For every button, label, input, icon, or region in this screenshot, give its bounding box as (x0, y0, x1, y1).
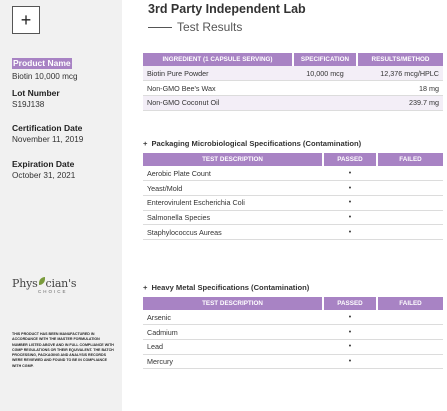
table-row (143, 166, 443, 181)
expiration-date-label: Expiration Date (12, 159, 75, 169)
logo-brand-part-a: Phys (12, 277, 38, 290)
heavy-metal-table (143, 297, 443, 369)
failed-mark (377, 181, 443, 196)
physicians-choice-logo (12, 277, 112, 294)
table-row (143, 95, 443, 110)
failed-mark (377, 354, 443, 369)
plus-icon: + (143, 139, 148, 148)
ingredients-table (143, 53, 443, 111)
product-name-label: Product Name (13, 58, 71, 68)
certification-date-label: Certification Date (12, 123, 83, 133)
passed-mark: • (323, 354, 377, 369)
failed-mark (377, 195, 443, 210)
failed-mark (377, 339, 443, 354)
failed-mark (377, 166, 443, 181)
expiration-date-field (12, 159, 120, 181)
micro-section-heading[interactable] (143, 139, 361, 148)
sidebar (0, 0, 122, 411)
failed-mark (377, 325, 443, 340)
table-row (143, 195, 443, 210)
microbiological-table (143, 153, 443, 240)
product-name-value: Biotin 10,000 mcg (12, 72, 78, 81)
table-cell: 12,376 mcg/HPLC (357, 66, 443, 81)
table-row (143, 210, 443, 225)
table-header-row (143, 153, 443, 166)
table-cell: 18 mg (357, 81, 443, 96)
column-header: FAILED (377, 153, 443, 166)
column-header: FAILED (377, 297, 443, 310)
table-header-row (143, 297, 443, 310)
compliance-disclaimer: THIS PRODUCT HAS BEEN MANUFACTURED IN ACCORDANCE WITH THE MASTER FORMULATION NUMBER LISTED ABOVE AND IN FULL COMPLIANCE WITH CGMP REGULATIONS OR THEIR EQUIVALENT. THE BATCH PROCESSING, PACKAGING AND ANALYSIS RECORDS WERE REVIEWED AND FOUND TO BE IN COMPLIANCE WITH CGMP. (12, 332, 114, 368)
test-name: Yeast/Mold (143, 181, 323, 196)
test-name: Lead (143, 339, 323, 354)
expiration-date-value: October 31, 2021 (12, 171, 76, 180)
table-row (143, 225, 443, 240)
lot-number-value: S19J138 (12, 100, 45, 109)
column-header: INGREDIENT (1 CAPSULE SERVING) (143, 53, 293, 66)
column-header: PASSED (323, 297, 377, 310)
test-name: Cadmium (143, 325, 323, 340)
page-title: 3rd Party Independent Lab (148, 2, 306, 16)
table-row (143, 81, 443, 96)
passed-mark: • (323, 339, 377, 354)
test-name: Staphylococcus Aureas (143, 225, 323, 240)
table-cell: 239.7 mg (357, 95, 443, 110)
table-cell: Non-GMO Coconut Oil (143, 95, 293, 110)
column-header: TEST DESCRIPTION (143, 297, 323, 310)
logo-subtitle: CHOICE (38, 289, 68, 294)
table-row (143, 339, 443, 354)
page-subtitle (148, 20, 242, 34)
column-header: SPECIFICATION (293, 53, 357, 66)
table-cell (293, 95, 357, 110)
lot-number-field (12, 88, 120, 110)
test-name: Arsenic (143, 310, 323, 325)
passed-mark: • (323, 166, 377, 181)
plus-icon: + (20, 10, 32, 30)
passed-mark: • (323, 325, 377, 340)
test-name: Mercury (143, 354, 323, 369)
logo-brand-part-b: cian's (45, 277, 77, 290)
certification-date-field (12, 123, 120, 145)
expand-button[interactable] (12, 6, 40, 34)
metal-section-heading[interactable] (143, 283, 309, 292)
table-cell: 10,000 mcg (293, 66, 357, 81)
failed-mark (377, 210, 443, 225)
product-name-field (12, 53, 120, 82)
table-cell (293, 81, 357, 96)
column-header: RESULTS/METHOD (357, 53, 443, 66)
passed-mark: • (323, 225, 377, 240)
table-row (143, 310, 443, 325)
test-name: Salmonella Species (143, 210, 323, 225)
failed-mark (377, 225, 443, 240)
table-row (143, 181, 443, 196)
table-row (143, 325, 443, 340)
table-cell: Non-GMO Bee's Wax (143, 81, 293, 96)
micro-section-title: Packaging Microbiological Specifications (Contamination) (151, 139, 362, 148)
plus-icon: + (143, 283, 148, 292)
failed-mark (377, 310, 443, 325)
table-header-row (143, 53, 443, 66)
leaf-icon (39, 277, 45, 285)
test-name: Aerobic Plate Count (143, 166, 323, 181)
subtitle-text: Test Results (177, 20, 243, 34)
passed-mark: • (323, 310, 377, 325)
passed-mark: • (323, 181, 377, 196)
passed-mark: • (323, 195, 377, 210)
metal-section-title: Heavy Metal Specifications (Contamination) (151, 283, 310, 292)
table-cell: Biotin Pure Powder (143, 66, 293, 81)
certification-date-value: November 11, 2019 (12, 135, 84, 144)
test-name: Enterovirulent Escherichia Coli (143, 195, 323, 210)
table-row (143, 66, 443, 81)
column-header: PASSED (323, 153, 377, 166)
table-row (143, 354, 443, 369)
lot-number-label: Lot Number (12, 88, 60, 98)
column-header: TEST DESCRIPTION (143, 153, 323, 166)
passed-mark: • (323, 210, 377, 225)
divider-dash (148, 27, 172, 28)
